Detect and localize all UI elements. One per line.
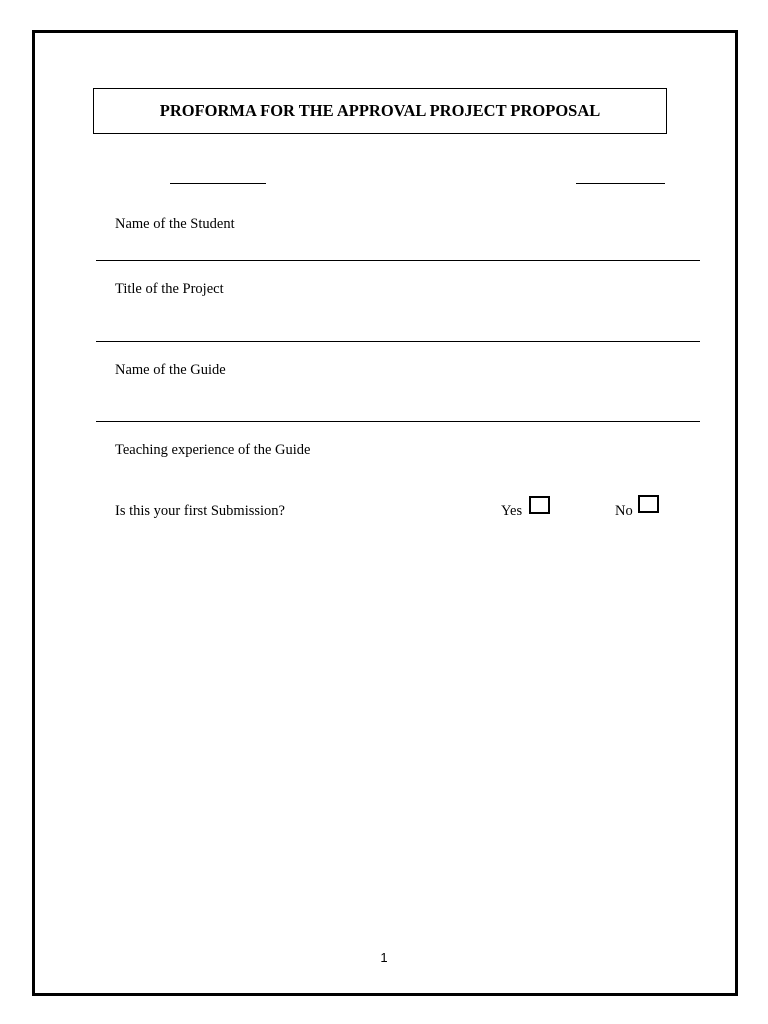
student-name-line[interactable] [96, 260, 700, 261]
first-submission-label: Is this your first Submission? [115, 503, 285, 519]
guide-name-label: Name of the Guide [115, 362, 226, 378]
student-name-label: Name of the Student [115, 216, 235, 232]
form-title-box [93, 88, 667, 134]
form-title: PROFORMA FOR THE APPROVAL PROJECT PROPOSAL [159, 101, 601, 120]
yes-checkbox[interactable] [529, 496, 550, 514]
yes-option-label: Yes [501, 503, 523, 519]
project-title-line[interactable] [96, 341, 700, 342]
project-title-label: Title of the Project [115, 281, 224, 297]
blank-line-left[interactable] [170, 183, 266, 184]
no-option-label: No [615, 503, 633, 519]
teaching-experience-label: Teaching experience of the Guide [115, 442, 311, 458]
no-checkbox[interactable] [638, 495, 659, 513]
guide-name-line[interactable] [96, 421, 700, 422]
blank-line-right[interactable] [576, 183, 665, 184]
page-number: 1 [380, 950, 388, 965]
